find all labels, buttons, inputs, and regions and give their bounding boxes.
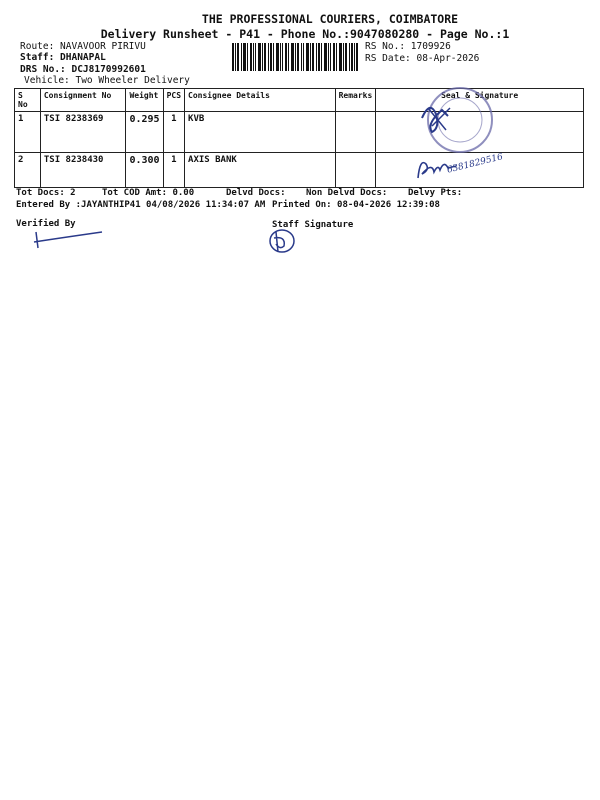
column-header: S No	[15, 89, 41, 112]
delivery-points: Delvy Pts:	[408, 188, 463, 198]
cell-weight: 0.295	[126, 112, 163, 153]
verified-by-label: Verified By	[16, 219, 76, 229]
cell-remarks	[335, 153, 376, 188]
barcode-image	[232, 43, 358, 71]
non-delivered-docs: Non Delvd Docs:	[306, 188, 388, 198]
document-title: THE PROFESSIONAL COURIERS, COIMBATORE	[201, 12, 459, 26]
cell-consignment: TSI 8238369	[40, 112, 126, 153]
cell-sno: 1	[15, 112, 41, 153]
column-header: PCS	[163, 89, 184, 112]
column-header: Weight	[126, 89, 163, 112]
cell-pcs: 1	[163, 153, 184, 188]
vehicle-line: Vehicle: Two Wheeler Delivery	[24, 75, 190, 86]
verifier-signature	[30, 228, 110, 250]
cell-consignment: TSI 8238430	[40, 153, 126, 188]
cell-consignee: KVB	[185, 112, 336, 153]
column-header: Remarks	[335, 89, 376, 112]
entered-by: Entered By :JAYANTHIP41 04/08/2026 11:34:07 AM	[16, 200, 266, 210]
cell-consignee: AXIS BANK	[185, 153, 336, 188]
cell-pcs: 1	[163, 112, 184, 153]
column-header: Seal & Signature	[376, 89, 584, 112]
rs-number: RS No.: 1709926	[365, 41, 451, 52]
cell-weight: 0.300	[126, 153, 163, 188]
company-seal-stamp	[402, 80, 510, 160]
total-docs: Tot Docs: 2	[16, 188, 76, 198]
staff-signature	[264, 226, 304, 256]
runsheet-subtitle: Delivery Runsheet - P41 - Phone No.:9047080280 - Page No.:1	[100, 27, 510, 41]
column-header: Consignee Details	[185, 89, 336, 112]
staff-signature-label: Staff Signature	[272, 220, 354, 230]
printed-on: Printed On: 08-04-2026 12:39:08	[272, 200, 440, 210]
staff-line: Staff: DHANAPAL	[20, 52, 106, 63]
column-header: Consignment No	[40, 89, 126, 112]
delivered-docs: Delvd Docs:	[226, 188, 286, 198]
rs-date: RS Date: 08-Apr-2026	[365, 53, 480, 64]
cell-remarks	[335, 112, 376, 153]
drs-number: DRS No.: DCJ8170992601	[20, 64, 146, 75]
handwritten-phone-note: 6381829516	[446, 152, 504, 176]
total-cod-amount: Tot COD Amt: 0.00	[102, 188, 195, 198]
route-line: Route: NAVAVOOR PIRIVU	[20, 41, 146, 52]
cell-sno: 2	[15, 153, 41, 188]
